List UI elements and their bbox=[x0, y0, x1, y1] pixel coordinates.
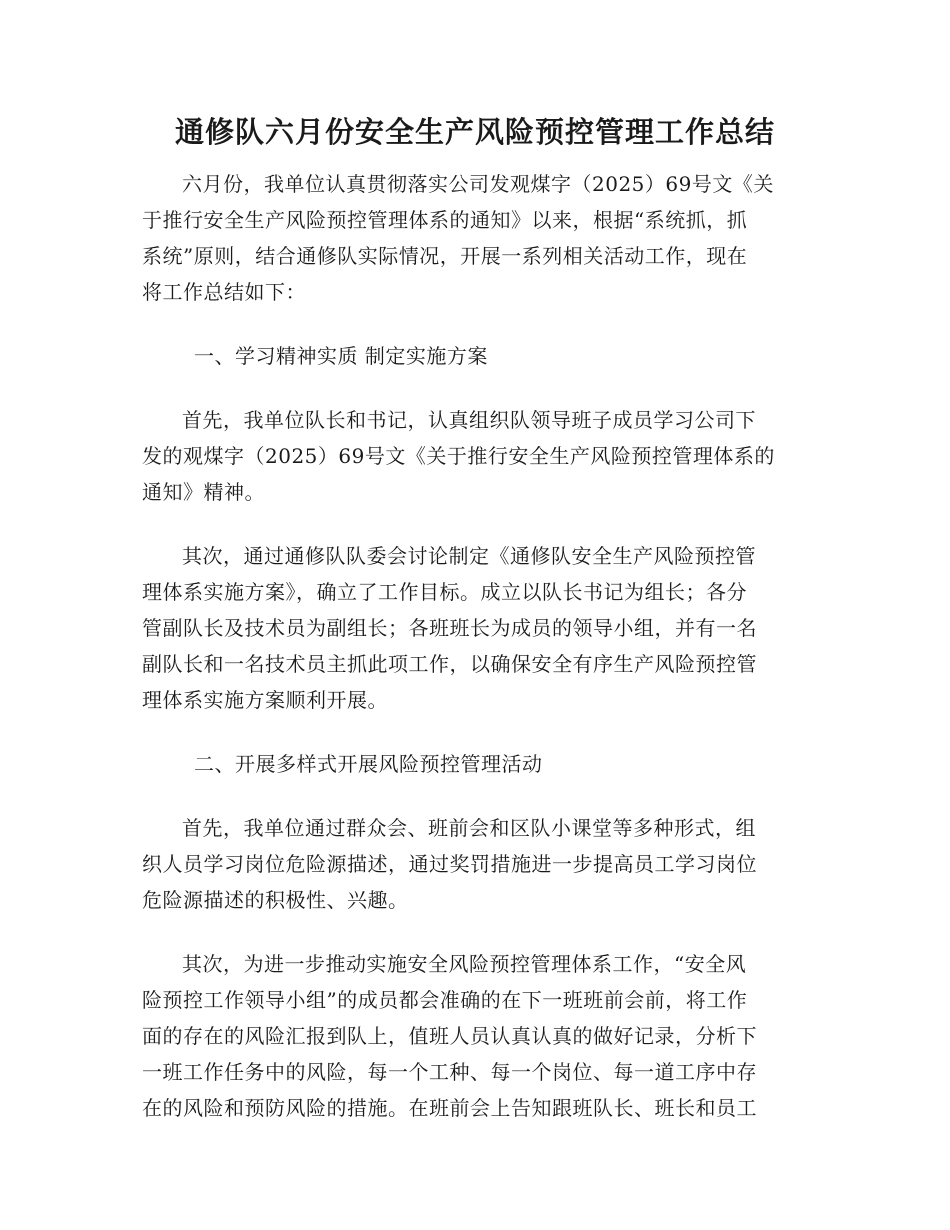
text-line: 发的观煤字（2025）69号文《关于推行安全生产风险预控管理体系的 bbox=[142, 444, 775, 468]
text-line: 其次，通过通修队队委会讨论制定《通修队安全生产风险预控管 bbox=[182, 544, 756, 568]
paragraph bbox=[142, 402, 804, 510]
text-line: 面的存在的风险汇报到队上，值班人员认真认真的做好记录，分析下 bbox=[142, 1024, 757, 1048]
text-line: 通知》精神。 bbox=[142, 480, 265, 504]
text-line: 危险源描述的积极性、兴趣。 bbox=[142, 888, 409, 912]
text-line: 将工作总结如下： bbox=[142, 280, 306, 304]
document-title: 通修队六月份安全生产风险预控管理工作总结 bbox=[174, 115, 775, 149]
paragraph bbox=[142, 810, 804, 918]
text-line: 于推行安全生产风险预控管理体系的通知》以来，根据“系统抓，抓 bbox=[142, 208, 748, 232]
text-line: 系统”原则，结合通修队实际情况，开展一系列相关活动工作，现在 bbox=[142, 244, 748, 268]
paragraph bbox=[142, 166, 804, 310]
paragraph-gap bbox=[142, 718, 804, 746]
text-line: 理体系实施方案顺利开展。 bbox=[142, 688, 388, 712]
text-line: 织人员学习岗位危险源描述，通过奖罚措施进一步提高员工学习岗位 bbox=[142, 852, 757, 876]
text-line: 管副队长及技术员为副组长；各班班长为成员的领导小组，并有一名 bbox=[142, 616, 757, 640]
text-line: 其次，为进一步推动实施安全风险预控管理体系工作，“安全风 bbox=[182, 952, 747, 976]
text-line: 首先，我单位队长和书记，认真组织队领导班子成员学习公司下 bbox=[182, 408, 756, 432]
paragraph-gap bbox=[142, 918, 804, 946]
paragraph bbox=[142, 538, 804, 718]
text-line: 二、开展多样式开展风险预控管理活动 bbox=[194, 752, 543, 776]
document-body bbox=[142, 166, 804, 1126]
section-heading bbox=[142, 338, 804, 374]
text-line: 副队长和一名技术员主抓此项工作，以确保安全有序生产风险预控管 bbox=[142, 652, 757, 676]
paragraph bbox=[142, 946, 804, 1126]
text-line: 理体系实施方案》，确立了工作目标。成立以队长书记为组长；各分 bbox=[142, 580, 747, 604]
section-heading bbox=[142, 746, 804, 782]
paragraph-gap bbox=[142, 310, 804, 338]
paragraph-gap bbox=[142, 374, 804, 402]
text-line: 在的风险和预防风险的措施。在班前会上告知跟班队长、班长和员工 bbox=[142, 1096, 757, 1120]
text-line: 一、学习精神实质 制定实施方案 bbox=[194, 344, 488, 368]
text-line: 一班工作任务中的风险，每一个工种、每一个岗位、每一道工序中存 bbox=[142, 1060, 757, 1084]
text-line: 首先，我单位通过群众会、班前会和区队小课堂等多种形式，组 bbox=[182, 816, 756, 840]
paragraph-gap bbox=[142, 782, 804, 810]
paragraph-gap bbox=[142, 510, 804, 538]
text-line: 险预控工作领导小组”的成员都会准确的在下一班班前会前，将工作 bbox=[142, 988, 748, 1012]
text-line: 六月份，我单位认真贯彻落实公司发观煤字（2025）69号文《关 bbox=[182, 172, 774, 196]
